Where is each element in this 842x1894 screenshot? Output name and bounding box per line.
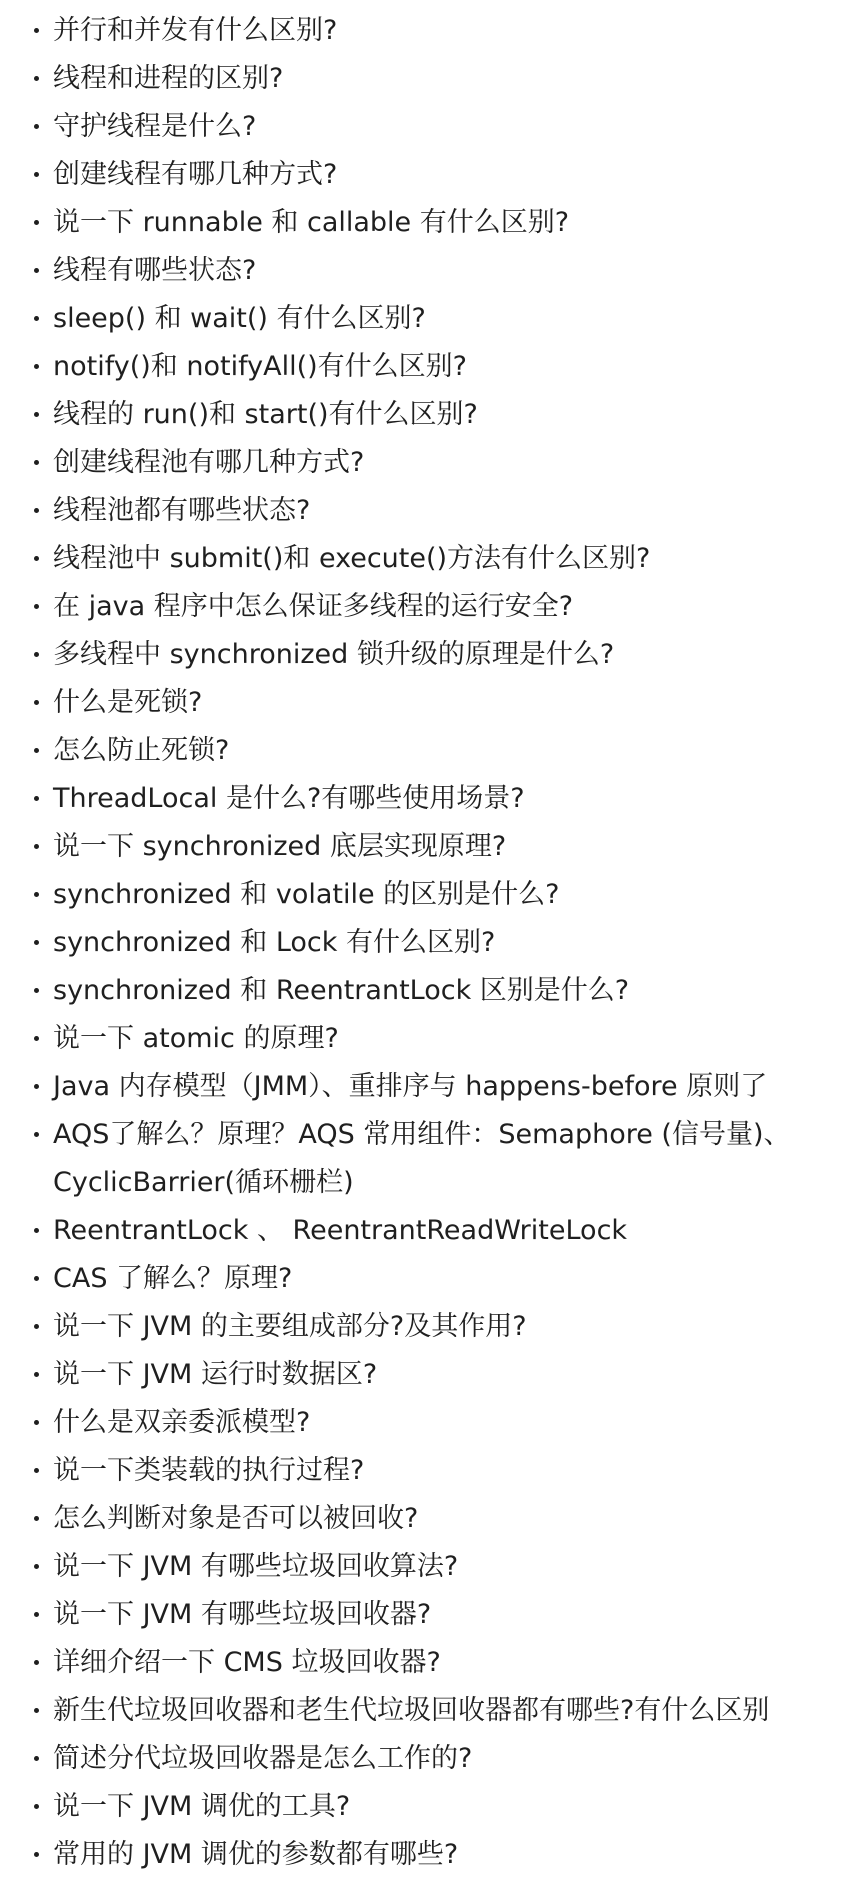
list-item <box>0 1783 842 1831</box>
bullet-icon <box>34 1660 39 1665</box>
list-item <box>0 1303 842 1351</box>
bullet-icon <box>34 1228 39 1233</box>
bullet-icon <box>34 1852 39 1857</box>
list-item <box>0 583 842 631</box>
question-text: 说一下类装载的执行过程? <box>53 1455 365 1486</box>
question-text: 怎么判断对象是否可以被回收? <box>53 1503 419 1534</box>
list-item <box>0 967 842 1015</box>
list-item <box>0 631 842 679</box>
question-text: synchronized 和 ReentrantLock 区别是什么? <box>53 975 630 1006</box>
bullet-icon <box>34 988 39 993</box>
question-text: 并行和并发有什么区别? <box>53 15 338 46</box>
list-item <box>0 679 842 727</box>
question-text: 创建线程有哪几种方式? <box>53 159 338 190</box>
question-text: synchronized 和 Lock 有什么区别? <box>53 927 496 958</box>
question-text: 新生代垃圾回收器和老生代垃圾回收器都有哪些?有什么区别 <box>53 1695 770 1726</box>
question-text: 什么是双亲委派模型? <box>53 1407 311 1438</box>
question-text: AQS了解么？原理？AQS 常用组件：Semaphore (信号量)、 CyclicBarrier(循环栅栏) <box>53 1119 791 1198</box>
question-text: 说一下 atomic 的原理? <box>53 1023 339 1054</box>
bullet-icon <box>34 1516 39 1521</box>
bullet-icon <box>34 1564 39 1569</box>
bullet-icon <box>34 844 39 849</box>
bullet-icon <box>34 748 39 753</box>
question-text: 说一下 synchronized 底层实现原理? <box>53 831 507 862</box>
list-item <box>0 1015 842 1063</box>
list-item <box>0 919 842 967</box>
question-text: 什么是死锁? <box>53 687 203 718</box>
bullet-icon <box>34 556 39 561</box>
bullet-icon <box>34 1420 39 1425</box>
question-text: 线程和进程的区别? <box>53 63 284 94</box>
list-item <box>0 343 842 391</box>
question-text: 多线程中 synchronized 锁升级的原理是什么? <box>53 639 615 670</box>
bullet-icon <box>34 220 39 225</box>
question-text: ThreadLocal 是什么?有哪些使用场景? <box>53 783 525 814</box>
list-item <box>0 1495 842 1543</box>
list-item <box>0 1831 842 1879</box>
bullet-icon <box>34 412 39 417</box>
bullet-icon <box>34 1612 39 1617</box>
bullet-icon <box>34 1084 39 1089</box>
question-text: 说一下 JVM 有哪些垃圾回收算法? <box>53 1551 459 1582</box>
list-item <box>0 823 842 871</box>
list-item <box>0 247 842 295</box>
question-text: 创建线程池有哪几种方式? <box>53 447 365 478</box>
list-item <box>0 1687 842 1735</box>
list-item <box>0 103 842 151</box>
question-text: 说一下 runnable 和 callable 有什么区别? <box>53 207 570 238</box>
question-text: 说一下 JVM 调优的工具? <box>53 1791 351 1822</box>
question-text: Java 内存模型（JMM）、重排序与 happens-before 原则了 <box>53 1071 768 1102</box>
question-text: 线程池都有哪些状态? <box>53 495 311 526</box>
list-item <box>0 1399 842 1447</box>
question-text: 线程有哪些状态? <box>53 255 257 286</box>
list-item <box>0 1111 842 1207</box>
bullet-icon <box>34 268 39 273</box>
list-item <box>0 871 842 919</box>
bullet-icon <box>34 1372 39 1377</box>
bullet-icon <box>34 1708 39 1713</box>
question-text: sleep() 和 wait() 有什么区别? <box>53 303 426 334</box>
list-item <box>0 7 842 55</box>
bullet-icon <box>34 508 39 513</box>
bullet-icon <box>34 940 39 945</box>
bullet-icon <box>34 124 39 129</box>
bullet-icon <box>34 1804 39 1809</box>
question-list <box>0 7 842 1879</box>
bullet-icon <box>34 892 39 897</box>
list-item <box>0 1255 842 1303</box>
bullet-icon <box>34 28 39 33</box>
list-item <box>0 1543 842 1591</box>
list-item <box>0 151 842 199</box>
bullet-icon <box>34 1276 39 1281</box>
list-item <box>0 1207 842 1255</box>
list-item <box>0 55 842 103</box>
bullet-icon <box>34 604 39 609</box>
list-item <box>0 1063 842 1111</box>
list-item <box>0 1447 842 1495</box>
list-item <box>0 1351 842 1399</box>
question-text: synchronized 和 volatile 的区别是什么? <box>53 879 560 910</box>
list-item <box>0 1639 842 1687</box>
question-text: 说一下 JVM 有哪些垃圾回收器? <box>53 1599 432 1630</box>
question-text: ReentrantLock 、 ReentrantReadWriteLock <box>53 1215 628 1246</box>
bullet-icon <box>34 76 39 81</box>
question-text: 线程的 run()和 start()有什么区别? <box>53 399 478 430</box>
bullet-icon <box>34 1324 39 1329</box>
bullet-icon <box>34 460 39 465</box>
list-item <box>0 199 842 247</box>
question-text: notify()和 notifyAll()有什么区别? <box>53 351 467 382</box>
bullet-icon <box>34 1036 39 1041</box>
question-text: 说一下 JVM 运行时数据区? <box>53 1359 378 1390</box>
list-item <box>0 1735 842 1783</box>
question-text: 说一下 JVM 的主要组成部分?及其作用? <box>53 1311 527 1342</box>
list-item <box>0 295 842 343</box>
bullet-icon <box>34 316 39 321</box>
question-text: 线程池中 submit()和 execute()方法有什么区别? <box>53 543 651 574</box>
question-text: 怎么防止死锁? <box>53 735 230 766</box>
bullet-icon <box>34 1468 39 1473</box>
list-item <box>0 391 842 439</box>
list-item <box>0 727 842 775</box>
question-text: 常用的 JVM 调优的参数都有哪些? <box>53 1839 459 1870</box>
question-text: 简述分代垃圾回收器是怎么工作的? <box>53 1743 473 1774</box>
list-item <box>0 439 842 487</box>
list-item <box>0 1591 842 1639</box>
list-item <box>0 487 842 535</box>
bullet-icon <box>34 700 39 705</box>
bullet-icon <box>34 1756 39 1761</box>
bullet-icon <box>34 172 39 177</box>
bullet-icon <box>34 796 39 801</box>
list-item <box>0 775 842 823</box>
list-item <box>0 535 842 583</box>
question-text: CAS 了解么？原理? <box>53 1263 293 1294</box>
question-text: 详细介绍一下 CMS 垃圾回收器? <box>53 1647 441 1678</box>
bullet-icon <box>34 364 39 369</box>
question-text: 在 java 程序中怎么保证多线程的运行安全? <box>53 591 574 622</box>
bullet-icon <box>34 1132 39 1137</box>
bullet-icon <box>34 652 39 657</box>
question-text: 守护线程是什么? <box>53 111 257 142</box>
